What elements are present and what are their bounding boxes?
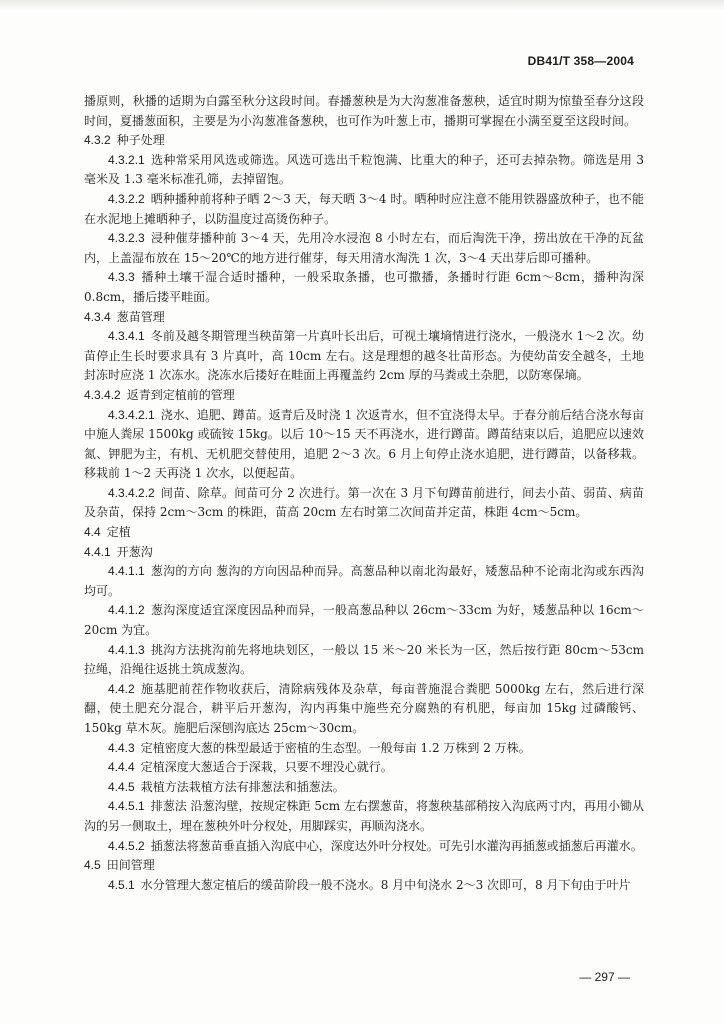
scan-shadow xyxy=(0,0,724,10)
section-heading xyxy=(84,131,644,151)
standard-code: DB41/T 358—2004 xyxy=(527,54,634,68)
clause-number: 4.5.1 xyxy=(108,877,135,892)
clause-number: 4.3.4.1 xyxy=(108,329,145,344)
clause-number: 4.3.3 xyxy=(108,270,135,285)
clause-text: 插葱法将葱苗垂直插入沟底中心，深度达外叶分杈处。可先引水灌沟再插葱或插葱后再灌水。 xyxy=(150,838,643,853)
clause-number: 4.4.5 xyxy=(108,779,135,794)
clause-text: 葱沟的方向 葱沟的方向因品种而异。高葱品种以南北沟最好，矮葱品种不论南北沟或东西沟均可。 xyxy=(84,564,644,598)
clause-text: 播种土壤干湿合适时播种，一般采取条播，也可撒播，条播时行距 6cm～8cm，播种沟深 0.8cm，播后搂平畦面。 xyxy=(84,270,644,304)
clause-number: 4.5 xyxy=(84,858,101,873)
section-heading xyxy=(84,856,644,876)
clause-number: 4.4.2 xyxy=(108,681,135,696)
clause-number: 4.4.1.1 xyxy=(108,564,145,579)
clause-text: 浸种催芽播种前 3～4 天，先用冷水浸泡 8 小时左右，而后淘洗干净，捞出放在干净的瓦盆内，上盖湿布放在 15～20℃的地方进行催芽，每天用清水淘洗 1 次，3～4 天出芽后即可播种。 xyxy=(84,231,644,265)
clause-text: 选种常采用风选或筛选。风选可选出千粒饱满、比重大的种子，还可去掉杂物。筛选是用 3 毫米及 1.3 毫米标准孔筛，去掉留饱。 xyxy=(84,152,644,187)
clause-paragraph xyxy=(84,837,644,857)
clause-number: 4.4.3 xyxy=(108,740,135,755)
clause-number: 4.4.1.2 xyxy=(108,603,145,618)
clause-number: 4.3.4 xyxy=(84,309,111,324)
body-text xyxy=(84,92,644,895)
clause-text: 葱苗管理 xyxy=(116,309,165,324)
clause-number: 4.3.4.2 xyxy=(84,387,121,402)
clause-paragraph xyxy=(84,778,644,798)
section-heading xyxy=(84,308,644,328)
clause-paragraph xyxy=(84,151,644,190)
clause-text: 葱沟深度适宜深度因品种而异，一般高葱品种以 26cm～33cm 为好，矮葱品种以 16cm～20cm 为宜。 xyxy=(84,603,644,638)
clause-paragraph xyxy=(84,229,644,268)
clause-text: 水分管理大葱定植后的缓苗阶段一般不浇水。8 月中旬浇水 2～3 次即可，8 月下旬由于叶片 xyxy=(140,877,631,892)
clause-paragraph xyxy=(84,484,644,523)
clause-text: 返青到定植前的管理 xyxy=(126,387,235,402)
section-heading xyxy=(84,523,644,543)
clause-text: 种子处理 xyxy=(116,133,165,148)
clause-paragraph xyxy=(84,876,644,896)
page-number: — 297 — xyxy=(579,970,630,984)
clause-paragraph xyxy=(84,268,644,307)
clause-paragraph xyxy=(84,406,644,484)
clause-text: 施基肥前茬作物收获后，清除病残体及杂草，每亩普施混合粪肥 5000kg 左右，然后进行深翻，使土肥充分混合，耕平后开葱沟，沟内再集中施些充分腐熟的有机肥，每亩加 15kg 过磷酸钙、150kg 草木灰。施肥后深刨沟底达 25cm～30cm。 xyxy=(84,681,644,735)
clause-paragraph xyxy=(84,739,644,759)
clause-text: 浇水、追肥、蹲苗。返青后及时浇 1 次返青水，但不宜浇得太早。于春分前后结合浇水每亩中施人粪尿 1500kg 或硫铵 15kg。以后 10～15 天不再浇水，进行蹲苗。蹲苗结束以后，追肥应以速效氮、钾肥为主，有机、无机肥交替使用，追肥 2～3 次。6 月上旬停止浇水追肥，进行蹲苗，以备移栽。移栽前 1～2 天再浇 1 次水，以便起苗。 xyxy=(84,407,644,481)
clause-text: 晒种播种前将种子晒 2～3 天，每天晒 3～4 时。晒种时应注意不能用铁器盛放种子，也不能在水泥地上摊晒种子，以防温度过高烫伤种子。 xyxy=(84,191,644,226)
continued-paragraph xyxy=(84,92,644,131)
clause-text: 间苗、除草。间苗可分 2 次进行。第一次在 3 月下旬蹲苗前进行，间去小苗、弱苗、病苗及杂苗，保持 2cm～3cm 的株距，苗高 20cm 左右时第二次间苗并定苗，株距 4cm～5cm。 xyxy=(84,485,644,520)
clause-text: 开葱沟 xyxy=(116,544,153,559)
clause-text: 冬前及越冬期管理当秧苗第一片真叶长出后，可视土壤墒情进行浇水，一般浇水 1～2 次。幼苗停止生长时要求具有 3 片真叶，高 10cm 左右。这是理想的越冬壮苗形态。为使幼苗安全越冬，土地封冻时应浇 1 次冻水。浇冻水后搂好在畦面上再覆盖约 2cm 厚的马粪或土杂肥，以防寒保墒。 xyxy=(84,329,644,383)
clause-paragraph xyxy=(84,562,644,601)
clause-text: 田间管理 xyxy=(106,858,155,873)
clause-paragraph xyxy=(84,327,644,386)
clause-number: 4.3.2 xyxy=(84,133,111,148)
clause-number: 4.4.5.2 xyxy=(108,838,145,853)
clause-text: 排葱法 沿葱沟壁，按规定株距 5cm 左右摆葱苗，将葱秧基部稍按入沟底两寸内，再用小锄从沟的另一侧取土，埋在葱秧外叶分杈处，用脚踩实，再顺沟浇水。 xyxy=(84,799,644,833)
clause-number: 4.4 xyxy=(84,525,101,540)
clause-number: 4.3.2.2 xyxy=(108,191,145,206)
clause-text: 栽植方法栽植方法有排葱法和插葱法。 xyxy=(140,779,345,794)
clause-paragraph xyxy=(84,601,644,640)
clause-paragraph xyxy=(84,680,644,739)
clause-text: 挑沟方法挑沟前先将地块划区，一般以 15 米～20 米长为一区，然后按行距 80cm～53cm 拉绳，沿绳往返挑土筑成葱沟。 xyxy=(84,642,644,677)
clause-number: 4.3.4.2.2 xyxy=(108,485,155,500)
clause-text: 定植 xyxy=(106,525,131,540)
clause-paragraph xyxy=(84,758,644,778)
clause-number: 4.4.4 xyxy=(108,760,135,775)
clause-text: 定植深度大葱适合于深栽，只要不埋没心就行。 xyxy=(140,760,393,775)
clause-paragraph xyxy=(84,641,644,680)
clause-number: 4.4.5.1 xyxy=(108,799,145,814)
clause-text: 播原则，秋播的适期为白露至秋分这段时间。春播葱秧是为大沟葱准备葱秧，适宜时期为惊蛰至春分这段时间，夏播葱面积，主要是为小沟葱准备葱秧，也可作为叶葱上市，播期可掌握在小满至夏至这段时间。 xyxy=(84,94,644,128)
clause-number: 4.3.2.3 xyxy=(108,231,145,246)
clause-text: 定植密度大葱的株型最适于密植的生态型。一般每亩 1.2 万株到 2 万株。 xyxy=(140,740,531,755)
clause-number: 4.4.1 xyxy=(84,544,111,559)
section-heading xyxy=(84,543,644,563)
clause-number: 4.3.2.1 xyxy=(108,152,145,167)
clause-number: 4.3.4.2.1 xyxy=(108,407,155,422)
clause-paragraph xyxy=(84,797,644,836)
clause-number: 4.4.1.3 xyxy=(108,642,145,657)
section-heading xyxy=(84,386,644,406)
clause-paragraph xyxy=(84,190,644,229)
